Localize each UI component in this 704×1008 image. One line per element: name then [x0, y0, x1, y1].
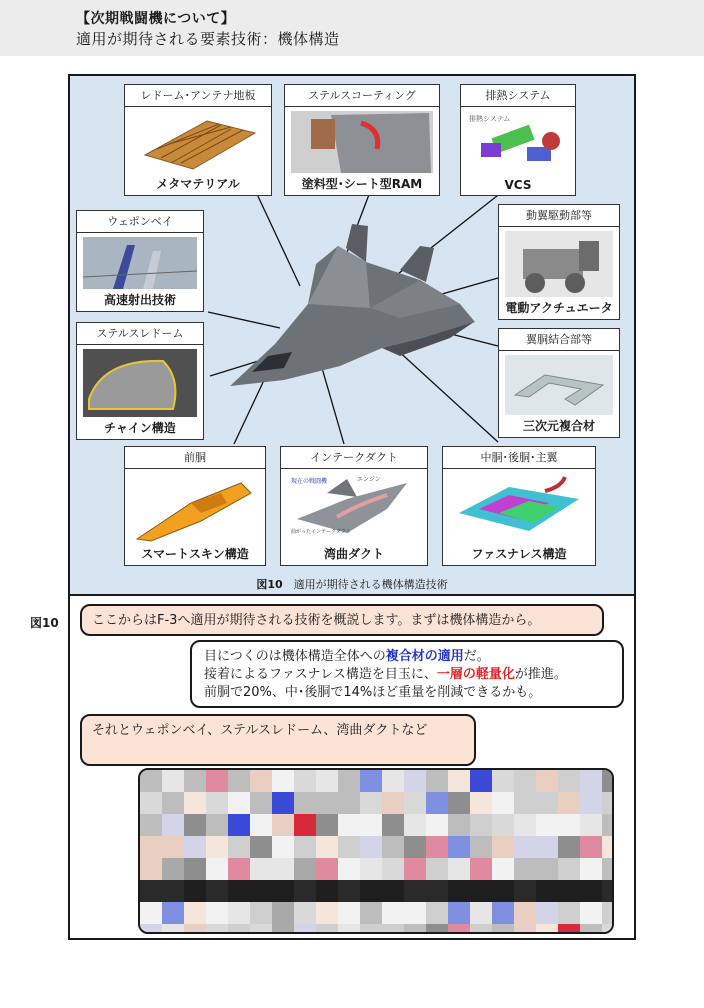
- mosaic-cell: [580, 858, 602, 880]
- mosaic-cell: [294, 902, 316, 924]
- mosaic-cell: [382, 836, 404, 858]
- mosaic-cell: [404, 792, 426, 814]
- mosaic-cell: [338, 858, 360, 880]
- mosaic-cell: [536, 792, 558, 814]
- mosaic-cell: [536, 814, 558, 836]
- mosaic-cell: [536, 924, 558, 932]
- speech-bubble-other-tech: それとウェポンベイ、ステルスレドーム、湾曲ダクトなど: [80, 714, 476, 766]
- mosaic-cell: [382, 902, 404, 924]
- mosaic-cell: [382, 814, 404, 836]
- mosaic-cell: [140, 902, 162, 924]
- mosaic-cell: [382, 858, 404, 880]
- mosaic-cell: [426, 836, 448, 858]
- mosaic-cell: [206, 814, 228, 836]
- mosaic-cell: [580, 902, 602, 924]
- mosaic-cell: [184, 902, 206, 924]
- mosaic-cell: [448, 880, 470, 902]
- mosaic-cell: [580, 880, 602, 902]
- mosaic-cell: [162, 814, 184, 836]
- mosaic-cell: [294, 770, 316, 792]
- mosaic-cell: [426, 902, 448, 924]
- mosaic-cell: [470, 924, 492, 932]
- mosaic-cell: [294, 880, 316, 902]
- mosaic-cell: [140, 924, 162, 932]
- mosaic-cell: [140, 836, 162, 858]
- mosaic-cell: [272, 792, 294, 814]
- card-radome: レドーム･アンテナ地板 メタマテリアル: [124, 84, 272, 196]
- mosaic-cell: [404, 770, 426, 792]
- mosaic-cell: [360, 902, 382, 924]
- card-stealth-coating: ステルスコーティング 塗料型･シート型RAM: [284, 84, 440, 196]
- mosaic-cell: [492, 770, 514, 792]
- mosaic-cell: [514, 836, 536, 858]
- mosaic-cell: [426, 924, 448, 932]
- pixelated-mosaic: [140, 770, 612, 932]
- mosaic-cell: [558, 814, 580, 836]
- mosaic-cell: [250, 924, 272, 932]
- mosaic-cell: [184, 836, 206, 858]
- mosaic-cell: [470, 880, 492, 902]
- mosaic-cell: [206, 858, 228, 880]
- figure-side-label: 図10: [30, 616, 59, 630]
- mosaic-cell: [426, 770, 448, 792]
- mosaic-cell: [162, 880, 184, 902]
- speech-bubble-composites: 目につくのは機体構造全体への複合材の適用だ。 接着によるファスナレス構造を目玉に、一層の軽量化が推進。 前胴で20%、中･後胴で14%ほど重量を削減できるかも。: [190, 640, 624, 708]
- mosaic-cell: [580, 792, 602, 814]
- mosaic-cell: [316, 858, 338, 880]
- mosaic-cell: [272, 770, 294, 792]
- mosaic-cell: [294, 814, 316, 836]
- mosaic-cell: [492, 880, 514, 902]
- mosaic-cell: [470, 858, 492, 880]
- mosaic-cell: [558, 792, 580, 814]
- mosaic-cell: [250, 814, 272, 836]
- mosaic-cell: [426, 814, 448, 836]
- mosaic-cell: [514, 858, 536, 880]
- mosaic-cell: [492, 902, 514, 924]
- mosaic-cell: [602, 770, 612, 792]
- mosaic-cell: [448, 924, 470, 932]
- mosaic-cell: [294, 836, 316, 858]
- mosaic-cell: [294, 858, 316, 880]
- mosaic-cell: [228, 858, 250, 880]
- card-mid-fuselage: 中胴･後胴･主翼 ファスナレス構造: [442, 446, 596, 566]
- svg-text:エンジン: エンジン: [357, 476, 381, 483]
- mosaic-cell: [360, 814, 382, 836]
- mosaic-cell: [250, 770, 272, 792]
- mosaic-cell: [514, 902, 536, 924]
- composite-image: [505, 355, 613, 415]
- mosaic-cell: [338, 902, 360, 924]
- mosaic-cell: [514, 770, 536, 792]
- obscured-speech-bubble: [138, 768, 614, 934]
- card-wing-body: 翼胴結合部等 三次元複合材: [498, 328, 620, 438]
- mosaic-cell: [514, 924, 536, 932]
- mosaic-cell: [426, 880, 448, 902]
- mosaic-cell: [536, 858, 558, 880]
- mosaic-cell: [382, 792, 404, 814]
- mosaic-cell: [514, 880, 536, 902]
- mosaic-cell: [294, 924, 316, 932]
- mosaic-cell: [580, 814, 602, 836]
- mosaic-cell: [206, 924, 228, 932]
- card-forward-fuselage: 前胴 スマートスキン構造: [124, 446, 266, 566]
- mosaic-cell: [294, 792, 316, 814]
- mosaic-cell: [470, 836, 492, 858]
- mosaic-cell: [602, 792, 612, 814]
- mosaic-cell: [272, 924, 294, 932]
- mosaic-cell: [426, 858, 448, 880]
- mosaic-cell: [404, 814, 426, 836]
- mosaic-cell: [602, 880, 612, 902]
- mosaic-cell: [272, 814, 294, 836]
- mosaic-cell: [492, 814, 514, 836]
- mosaic-cell: [140, 880, 162, 902]
- mosaic-cell: [360, 792, 382, 814]
- mosaic-cell: [206, 880, 228, 902]
- mosaic-cell: [382, 880, 404, 902]
- mosaic-cell: [250, 836, 272, 858]
- curved-duct-image: [287, 473, 421, 543]
- mosaic-cell: [316, 770, 338, 792]
- figure-panel: [70, 76, 634, 596]
- mosaic-cell: [404, 924, 426, 932]
- mosaic-cell: [536, 902, 558, 924]
- page-header: [0, 0, 704, 56]
- mosaic-cell: [536, 836, 558, 858]
- mosaic-cell: [558, 836, 580, 858]
- mosaic-cell: [382, 924, 404, 932]
- mosaic-cell: [558, 902, 580, 924]
- mosaic-cell: [558, 880, 580, 902]
- mosaic-cell: [470, 902, 492, 924]
- mosaic-cell: [558, 924, 580, 932]
- mosaic-cell: [250, 902, 272, 924]
- mosaic-cell: [162, 858, 184, 880]
- mosaic-cell: [338, 880, 360, 902]
- page-title: 【次期戦闘機について】: [76, 11, 236, 27]
- mosaic-cell: [184, 792, 206, 814]
- mosaic-cell: [206, 792, 228, 814]
- mosaic-cell: [228, 792, 250, 814]
- mosaic-cell: [338, 924, 360, 932]
- mosaic-cell: [404, 836, 426, 858]
- page-subtitle: 適用が期待される要素技術：機体構造: [76, 30, 340, 48]
- mosaic-cell: [316, 880, 338, 902]
- speech-bubble-intro: ここからはF-3へ適用が期待される技術を概説します。まずは機体構造から。: [80, 604, 604, 636]
- mosaic-cell: [558, 770, 580, 792]
- mosaic-cell: [184, 924, 206, 932]
- mosaic-cell: [492, 792, 514, 814]
- card-stealth-radome: ステルスレドーム チャイン構造: [76, 322, 204, 440]
- actuator-image: [505, 231, 613, 297]
- mosaic-cell: [602, 858, 612, 880]
- mosaic-cell: [184, 770, 206, 792]
- mosaic-cell: [272, 880, 294, 902]
- svg-text:曲がったインテークダクト: 曲がったインテークダクト: [291, 529, 351, 535]
- mosaic-cell: [250, 880, 272, 902]
- mosaic-cell: [514, 814, 536, 836]
- mosaic-cell: [206, 902, 228, 924]
- mosaic-cell: [492, 858, 514, 880]
- card-weapon-bay: ウェポンベイ 高速射出技術: [76, 210, 204, 312]
- mosaic-cell: [580, 836, 602, 858]
- mosaic-cell: [162, 792, 184, 814]
- mosaic-cell: [162, 770, 184, 792]
- card-intake: インテークダクト 現在の戦闘機 エンジン 曲がったインテークダクト 湾曲ダクト: [280, 446, 428, 566]
- svg-text:現在の戦闘機: 現在の戦闘機: [291, 478, 328, 485]
- mosaic-cell: [470, 792, 492, 814]
- chine-radome-image: [83, 349, 197, 417]
- mosaic-cell: [580, 924, 602, 932]
- mosaic-cell: [140, 770, 162, 792]
- mosaic-cell: [184, 880, 206, 902]
- mosaic-cell: [448, 902, 470, 924]
- mosaic-cell: [514, 792, 536, 814]
- mosaic-cell: [316, 836, 338, 858]
- card-actuator: 動翼駆動部等 電動アクチュエータ: [498, 204, 620, 320]
- mosaic-cell: [448, 858, 470, 880]
- mosaic-cell: [272, 858, 294, 880]
- mosaic-cell: [404, 880, 426, 902]
- mosaic-cell: [184, 814, 206, 836]
- mosaic-cell: [536, 880, 558, 902]
- mosaic-cell: [470, 770, 492, 792]
- mosaic-cell: [316, 902, 338, 924]
- mosaic-cell: [338, 770, 360, 792]
- mosaic-cell: [602, 836, 612, 858]
- mosaic-cell: [580, 770, 602, 792]
- mosaic-cell: [162, 836, 184, 858]
- mosaic-cell: [602, 924, 612, 932]
- coating-image: [291, 111, 433, 173]
- svg-text:排熱システム: 排熱システム: [469, 115, 511, 123]
- mosaic-cell: [492, 924, 514, 932]
- card-exhaust: 排熱システム 排熱システム VCS: [460, 84, 576, 196]
- mosaic-cell: [558, 858, 580, 880]
- mosaic-cell: [492, 836, 514, 858]
- mosaic-cell: [250, 792, 272, 814]
- mosaic-cell: [228, 924, 250, 932]
- mosaic-cell: [228, 814, 250, 836]
- mosaic-cell: [602, 814, 612, 836]
- smart-skin-image: [131, 473, 259, 543]
- mosaic-cell: [448, 792, 470, 814]
- mosaic-cell: [228, 902, 250, 924]
- mosaic-cell: [360, 836, 382, 858]
- mosaic-cell: [338, 792, 360, 814]
- mosaic-cell: [316, 792, 338, 814]
- mosaic-cell: [140, 792, 162, 814]
- mosaic-cell: [272, 836, 294, 858]
- mosaic-cell: [162, 924, 184, 932]
- figure-caption: 図10 適用が期待される機体構造技術: [256, 578, 448, 591]
- mosaic-cell: [140, 858, 162, 880]
- mosaic-cell: [426, 792, 448, 814]
- mosaic-cell: [206, 770, 228, 792]
- mosaic-cell: [316, 924, 338, 932]
- mosaic-cell: [140, 814, 162, 836]
- metamaterial-image: [131, 111, 265, 173]
- mosaic-cell: [470, 814, 492, 836]
- mosaic-cell: [448, 770, 470, 792]
- weapon-bay-image: [83, 237, 197, 289]
- mosaic-cell: [536, 770, 558, 792]
- mosaic-cell: [338, 814, 360, 836]
- vcs-image: [467, 111, 569, 173]
- mosaic-cell: [250, 858, 272, 880]
- mosaic-cell: [404, 858, 426, 880]
- mosaic-cell: [228, 836, 250, 858]
- fighter-jet-icon: [230, 224, 475, 386]
- mosaic-cell: [360, 880, 382, 902]
- mosaic-cell: [184, 858, 206, 880]
- mosaic-cell: [206, 836, 228, 858]
- mosaic-cell: [602, 902, 612, 924]
- mosaic-cell: [162, 902, 184, 924]
- mosaic-cell: [360, 924, 382, 932]
- fastenerless-image: [449, 473, 589, 543]
- mosaic-cell: [228, 880, 250, 902]
- mosaic-cell: [272, 902, 294, 924]
- mosaic-cell: [448, 814, 470, 836]
- mosaic-cell: [360, 770, 382, 792]
- mosaic-cell: [404, 902, 426, 924]
- mosaic-cell: [316, 814, 338, 836]
- mosaic-cell: [382, 770, 404, 792]
- mosaic-cell: [338, 836, 360, 858]
- mosaic-cell: [448, 836, 470, 858]
- mosaic-cell: [360, 858, 382, 880]
- mosaic-cell: [228, 770, 250, 792]
